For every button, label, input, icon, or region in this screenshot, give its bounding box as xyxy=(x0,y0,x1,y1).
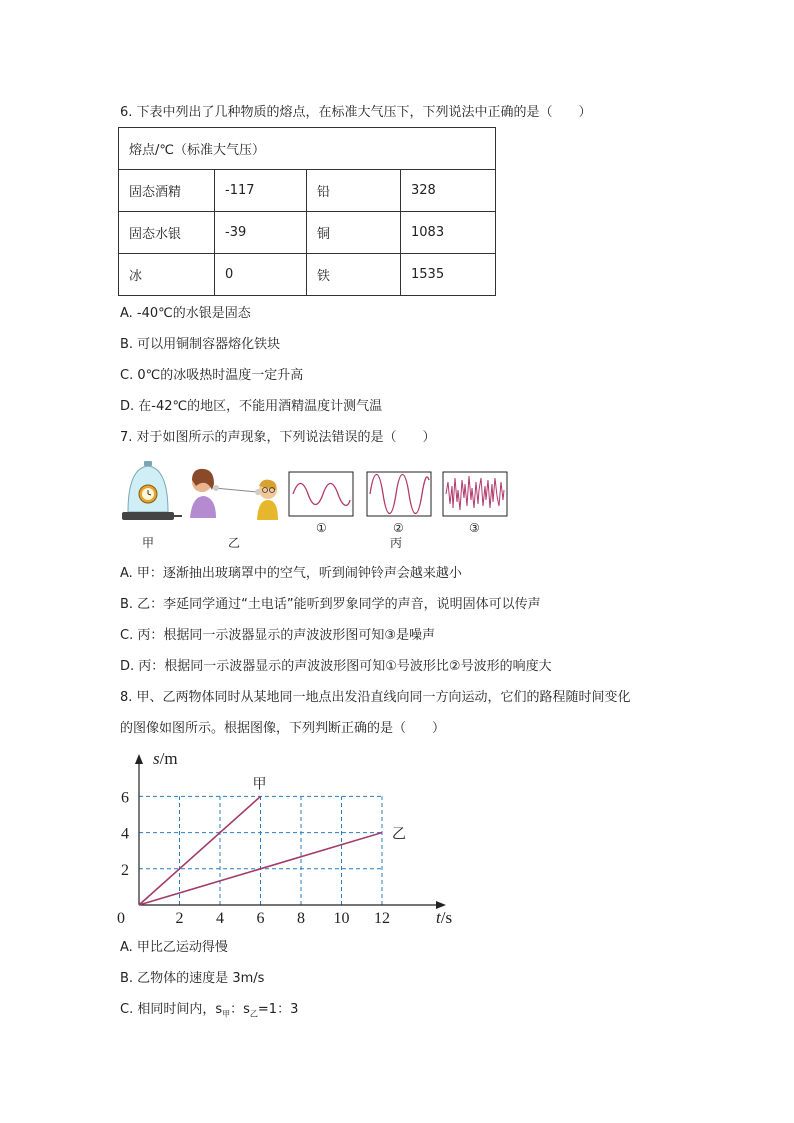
distance-time-chart xyxy=(118,748,458,928)
table-cell: 328 xyxy=(401,170,496,212)
q8-option-a: A. 甲比乙运动得慢 xyxy=(120,940,228,955)
x-tick-label: 0 xyxy=(117,910,125,927)
table-row xyxy=(119,170,496,212)
q8-option-b: B. 乙物体的速度是 3m/s xyxy=(120,971,265,986)
label-bing: 丙 xyxy=(390,536,403,550)
table-header: 熔点/℃（标准大气压） xyxy=(119,128,496,170)
table-row xyxy=(119,212,496,254)
x-axis-label: t/s xyxy=(436,908,453,927)
table-cell: 铁 xyxy=(307,254,401,296)
table-cell: 1535 xyxy=(401,254,496,296)
label-jia: 甲 xyxy=(142,536,155,550)
q7-stem: 7. 对于如图所示的声现象，下列说法错误的是（ ） xyxy=(120,430,436,445)
melting-point-table xyxy=(118,127,496,296)
q8-stem-line1: 8. 甲、乙两物体同时从某地同一地点出发沿直线向同一方向运动，它们的路程随时间变化 xyxy=(120,690,631,705)
table-row xyxy=(119,254,496,296)
table-cell: 0 xyxy=(215,254,307,296)
q8-option-c-sub-jia: 甲 xyxy=(222,1009,231,1019)
x-tick-label: 12 xyxy=(374,910,390,927)
y-axis-label: s/m xyxy=(153,749,178,768)
table-cell: 冰 xyxy=(119,254,215,296)
bell-jar-clock-icon xyxy=(122,461,182,520)
label-yi: 乙 xyxy=(228,536,241,550)
q6-option-a: A. -40℃的水银是固态 xyxy=(120,306,251,321)
x-tick-label: 6 xyxy=(256,910,265,927)
q8-option-c xyxy=(120,1001,298,1024)
wave-label-2: ② xyxy=(393,521,404,535)
q8-stem-line2: 的图像如图所示。根据图像，下列判断正确的是（ ） xyxy=(120,721,446,736)
table-cell: -39 xyxy=(215,212,307,254)
q7-option-d: D. 丙：根据同一示波器显示的声波波形图可知①号波形比②号波形的响度大 xyxy=(120,659,552,674)
series-line-1 xyxy=(139,796,261,905)
x-tick-label: 8 xyxy=(297,910,305,927)
series-label-1: 甲 xyxy=(252,776,267,793)
q8-option-c-mid: ：s xyxy=(230,1002,250,1017)
y-axis-arrow xyxy=(135,754,143,764)
x-tick-label: 4 xyxy=(216,910,224,927)
x-tick-label: 10 xyxy=(333,910,350,927)
q8-option-c-prefix: C. 相同时间内，s xyxy=(120,1002,223,1017)
q6-stem: 6. 下表中列出了几种物质的熔点，在标准大气压下，下列说法中正确的是（ ） xyxy=(120,105,592,120)
q6-option-c: C. 0℃的冰吸热时温度一定升高 xyxy=(120,368,304,383)
series-label-2: 乙 xyxy=(392,826,406,843)
string-telephone-icon xyxy=(190,469,278,520)
table-cell: -117 xyxy=(215,170,307,212)
y-tick-label: 6 xyxy=(121,789,129,807)
x-tick-label: 2 xyxy=(175,910,184,927)
q7-option-b: B. 乙：李延同学通过“土电话”能听到罗象同学的声音，说明固体可以传声 xyxy=(120,597,541,612)
table-cell: 固态酒精 xyxy=(119,170,215,212)
q8-option-c-suffix: =1：3 xyxy=(257,1002,299,1017)
table-cell: 1083 xyxy=(401,212,496,254)
wave-label-1: ① xyxy=(316,521,327,535)
wave-label-3: ③ xyxy=(469,521,480,535)
table-cell: 固态水银 xyxy=(119,212,215,254)
sound-figure xyxy=(118,460,518,555)
y-tick-label: 2 xyxy=(121,861,129,879)
q7-option-c: C. 丙：根据同一示波器显示的声波波形图可知③是噪声 xyxy=(120,628,435,643)
table-cell: 铅 xyxy=(307,170,401,212)
q7-option-a: A. 甲：逐渐抽出玻璃罩中的空气，听到闹钟铃声会越来越小 xyxy=(120,566,462,581)
q8-option-c-sub-yi: 乙 xyxy=(249,1009,258,1019)
q6-option-d: D. 在-42℃的地区，不能用酒精温度计测气温 xyxy=(120,399,383,414)
q6-option-b: B. 可以用铜制容器熔化铁块 xyxy=(120,337,281,352)
y-tick-label: 4 xyxy=(121,825,129,843)
waveform-1 xyxy=(289,472,353,516)
table-cell: 铜 xyxy=(307,212,401,254)
